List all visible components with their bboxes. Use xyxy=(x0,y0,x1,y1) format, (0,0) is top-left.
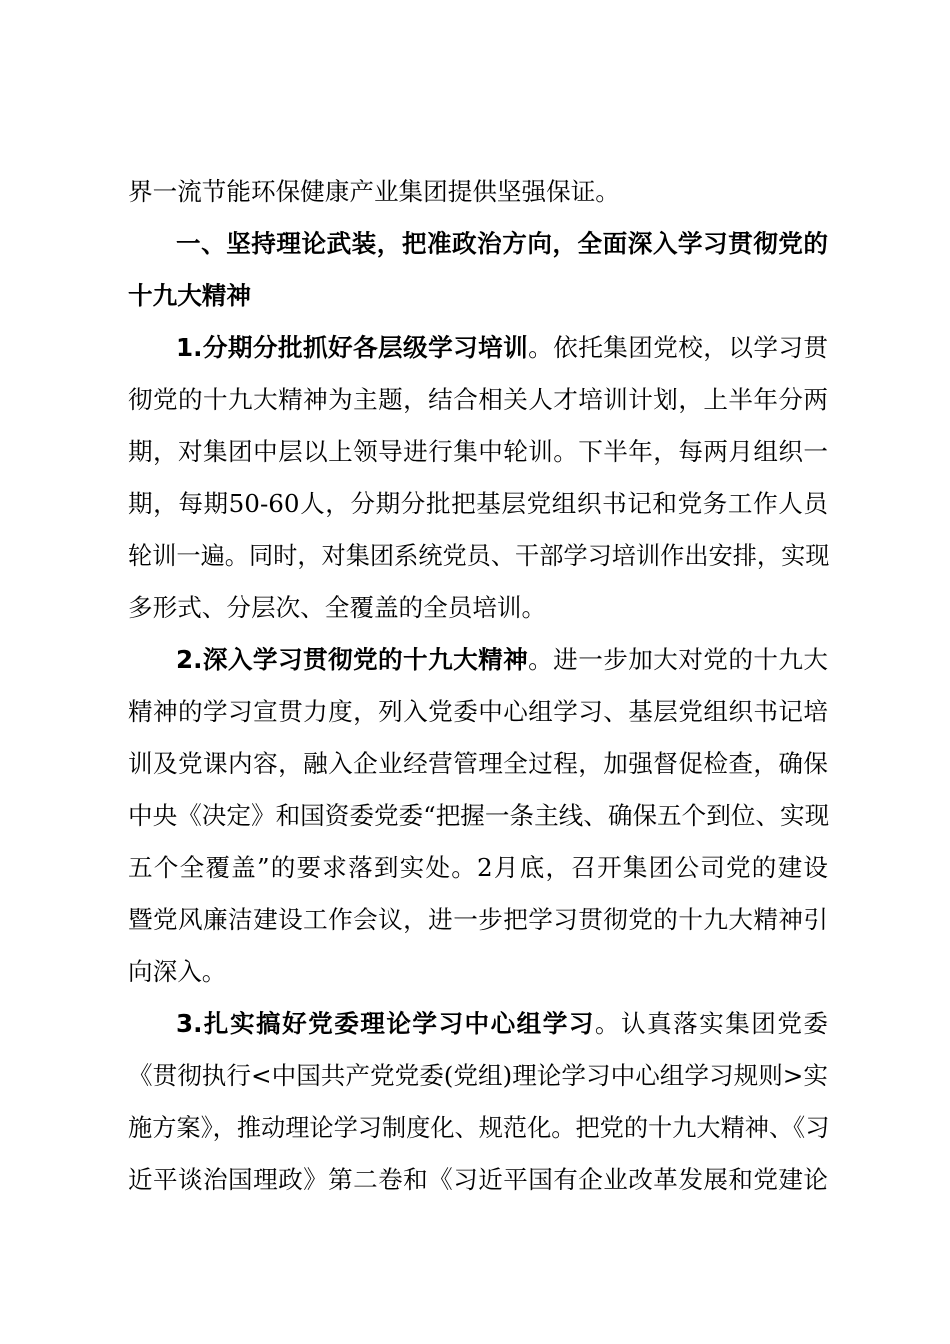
item1-first-line-rest: 。依托集团党校，以学习贯 xyxy=(528,333,828,362)
item3-line: 《贯彻执行<中国共产党党委(党组)理论学习中心组学习规则>实 xyxy=(128,1061,828,1090)
item2-first-line xyxy=(176,643,828,677)
item3-first-line xyxy=(176,1007,828,1041)
item2-first-line-rest: 。进一步加大对党的十九大 xyxy=(528,645,828,674)
item1-line: 多形式、分层次、全覆盖的全员培训。 xyxy=(128,593,547,622)
item1-line: 期，对集团中层以上领导进行集中轮训。下半年，每两月组织一 xyxy=(128,437,828,466)
item2-line: 训及党课内容，融入企业经营管理全过程，加强督促检查，确保 xyxy=(128,749,828,778)
item2-line: 五个全覆盖”的要求落到实处。2月底，召开集团公司党的建设 xyxy=(128,853,828,882)
section-heading-line-1: 一、坚持理论武装，把准政治方向，全面深入学习贯彻党的 xyxy=(176,229,828,258)
item1-line: 轮训一遍。同时，对集团系统党员、干部学习培训作出安排，实现 xyxy=(128,542,830,570)
item1-first-line xyxy=(176,331,828,365)
item2-line: 中央《决定》和国资委党委“把握一条主线、确保五个到位、实现 xyxy=(128,801,830,830)
item3-first-line-rest: 。认真落实集团党委 xyxy=(594,1009,828,1038)
item3-line: 施方案》，推动理论学习制度化、规范化。把党的十九大精神、《习 xyxy=(128,1114,830,1142)
item3-heading: 3.扎实搞好党委理论学习中心组学习 xyxy=(176,1009,595,1038)
item2-line: 精神的学习宣贯力度，列入党委中心组学习、基层党组织书记培 xyxy=(128,697,828,726)
item2-line: 暨党风廉洁建设工作会议，进一步把学习贯彻党的十九大精神引 xyxy=(128,905,828,934)
item2-line: 向深入。 xyxy=(128,957,227,986)
continuation-line: 界一流节能环保健康产业集团提供坚强保证。 xyxy=(128,177,620,206)
item1-line: 彻党的十九大精神为主题，结合相关人才培训计划，上半年分两 xyxy=(128,385,828,414)
section-heading-line-2: 十九大精神 xyxy=(128,281,251,310)
item1-line: 期，每期50-60人，分期分批把基层党组织书记和党务工作人员 xyxy=(128,489,828,518)
item2-heading: 2.深入学习贯彻党的十九大精神 xyxy=(176,645,529,674)
item3-line: 近平谈治国理政》第二卷和《习近平国有企业改革发展和党建论 xyxy=(128,1165,828,1194)
item1-heading: 1.分期分批抓好各层级学习培训 xyxy=(176,333,529,362)
